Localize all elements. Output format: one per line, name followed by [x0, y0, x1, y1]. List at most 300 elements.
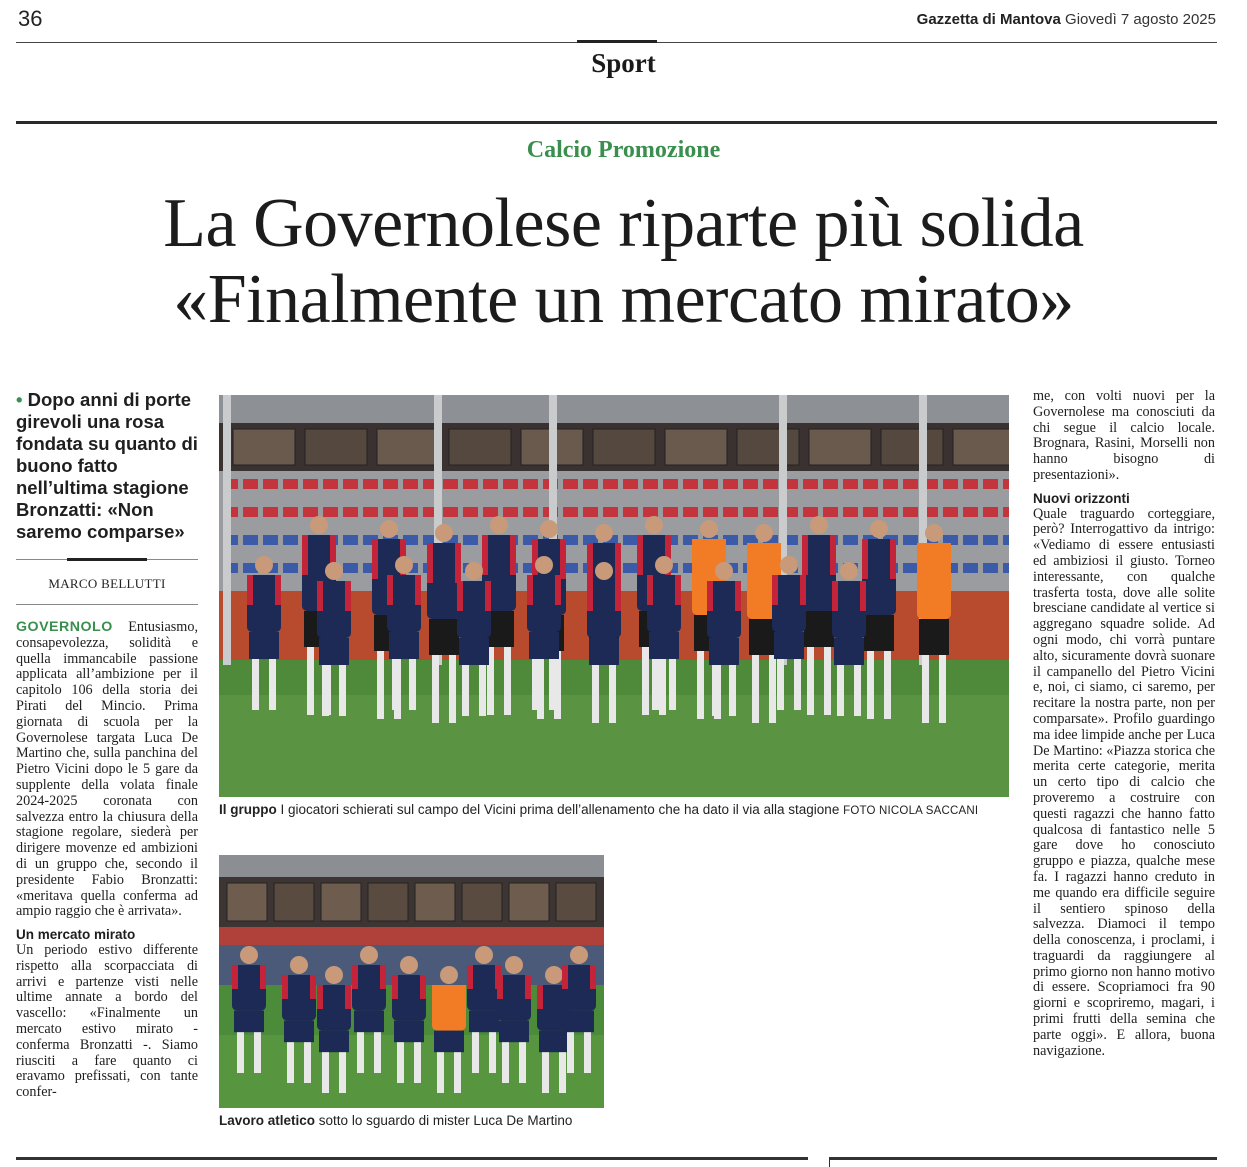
- person-head: [290, 956, 308, 974]
- person-leg: [304, 1042, 311, 1083]
- person-shorts: [434, 1031, 464, 1053]
- photo-seat: [703, 479, 718, 489]
- lead-text: Dopo anni di porte girevoli una rosa fondata su quanto di buono fatto nell’ultima stagione Bronzatti: «Non saremo comparse»: [16, 389, 198, 542]
- person-sleeve: [352, 965, 358, 989]
- person-shorts: [319, 1031, 349, 1053]
- photo-seat: [1003, 507, 1009, 517]
- photo-seat: [243, 479, 258, 489]
- person-sleeve: [647, 575, 653, 605]
- person-leg: [642, 647, 649, 715]
- photo-seat: [583, 507, 598, 517]
- photo-seat: [903, 479, 918, 489]
- photo-seat: [1003, 479, 1009, 489]
- photo-seat: [823, 507, 838, 517]
- masthead: [917, 11, 1216, 28]
- person-sleeve: [247, 575, 253, 605]
- person-shorts: [354, 1011, 384, 1033]
- photo-seat: [1003, 535, 1009, 545]
- photo-seat: [803, 479, 818, 489]
- lead-bullet: •: [16, 389, 23, 410]
- person-sleeve: [460, 985, 466, 1009]
- person-shorts: [319, 638, 349, 665]
- person-leg: [504, 647, 511, 715]
- paragraph: [16, 620, 198, 920]
- person-head: [325, 562, 343, 580]
- dateline: GOVERNOLO: [16, 619, 113, 635]
- person-leg: [532, 659, 539, 710]
- person-shorts: [249, 632, 279, 659]
- person-leg: [409, 659, 416, 710]
- person-leg: [322, 665, 329, 716]
- person-shorts: [394, 1021, 424, 1043]
- person-leg: [542, 1052, 549, 1093]
- person-leg: [357, 1032, 364, 1073]
- photo-caption-main: [219, 802, 978, 817]
- person-sleeve: [555, 575, 561, 605]
- person-sleeve: [420, 975, 426, 999]
- person-leg: [837, 665, 844, 716]
- photo-seat: [683, 507, 698, 517]
- lead: [16, 389, 201, 543]
- photo-seat: [363, 507, 378, 517]
- photo-seat: [963, 507, 978, 517]
- person-leg: [854, 665, 861, 716]
- person-head: [465, 562, 483, 580]
- person-sleeve: [415, 575, 421, 605]
- person-leg: [697, 651, 704, 719]
- person-head: [925, 524, 943, 542]
- photo-banner: [377, 429, 439, 465]
- photo-banner: [274, 883, 314, 921]
- person-shorts: [429, 619, 459, 655]
- person-sleeve: [615, 543, 621, 583]
- person-sleeve: [587, 581, 593, 611]
- footer-rule-right: [829, 1157, 1217, 1160]
- person-head: [810, 516, 828, 534]
- person-sleeve: [310, 975, 316, 999]
- person-head: [440, 966, 458, 984]
- headline-line-1: La Governolese riparte più solida: [163, 185, 1084, 262]
- person-leg: [269, 659, 276, 710]
- photo-banner: [509, 883, 549, 921]
- photo-seat: [303, 507, 318, 517]
- photo-seat: [463, 479, 478, 489]
- photo-seat: [563, 479, 578, 489]
- photo-seat: [343, 507, 358, 517]
- person-leg: [669, 659, 676, 710]
- caption-title: Lavoro atletico: [219, 1113, 316, 1128]
- person-leg: [807, 647, 814, 715]
- photo-seat: [303, 479, 318, 489]
- person-sleeve: [590, 965, 596, 989]
- person-leg: [592, 665, 599, 716]
- photo-seat: [603, 507, 618, 517]
- person-leg: [769, 655, 776, 723]
- photo-seat: [883, 479, 898, 489]
- person-head: [325, 966, 343, 984]
- person-shorts: [499, 1021, 529, 1043]
- paragraph-text: Entusiasmo, consapevolezza, solidità e quella immancabile passione applicata all’ambizione per il capitolo 106 della storia dei Pirati del Mincio. Prima giornata di scuola per la Governolese targata Luca De Martino che, sulla panchina del Pietro Vicini dopo le 5 gare da supplente della volata finale 2024-2025 coronata con salvezza entro la chiusura della stagione regolare, siederà per dirigere movenze ed ambizioni di un gruppo che, secondo il presidente Fabio Bronzatti: «meritava quella conferma ad ampio raggio che è arrivata».: [16, 619, 198, 920]
- person-sleeve: [525, 975, 531, 999]
- person-sleeve: [537, 985, 543, 1009]
- person-leg: [462, 665, 469, 716]
- person-sleeve: [427, 543, 433, 583]
- person-shorts: [539, 1031, 569, 1053]
- person-shorts: [589, 638, 619, 665]
- person-shorts: [804, 611, 834, 647]
- person-sleeve: [372, 539, 378, 579]
- person-sleeve: [345, 985, 351, 1009]
- person-sleeve: [802, 535, 808, 575]
- person-sleeve: [380, 965, 386, 989]
- photo-seat: [903, 563, 918, 573]
- photo-banner: [556, 883, 596, 921]
- photo-seat: [463, 507, 478, 517]
- photo-seat: [503, 507, 518, 517]
- photo-seat: [263, 535, 278, 545]
- person-sleeve: [302, 535, 308, 575]
- photo-seat: [403, 507, 418, 517]
- photo-seat: [863, 507, 878, 517]
- photo-seat: [623, 563, 638, 573]
- photo-seat: [443, 507, 458, 517]
- person-leg: [567, 1032, 574, 1073]
- photo-seat: [283, 479, 298, 489]
- photo-banner: [462, 883, 502, 921]
- person-leg: [867, 651, 874, 719]
- person-leg: [392, 659, 399, 710]
- person-sleeve: [562, 965, 568, 989]
- person-leg: [414, 1042, 421, 1083]
- person-leg: [729, 665, 736, 716]
- person-leg: [884, 651, 891, 719]
- photo-seat: [723, 479, 738, 489]
- person-head: [435, 524, 453, 542]
- person-leg: [519, 1042, 526, 1083]
- person-head: [240, 946, 258, 964]
- person-head: [475, 946, 493, 964]
- person-sleeve: [387, 575, 393, 605]
- person-sleeve: [862, 539, 868, 579]
- photo-seat: [983, 507, 998, 517]
- photo-seat: [583, 479, 598, 489]
- photo-seat: [963, 563, 978, 573]
- person-leg: [502, 1042, 509, 1083]
- person-leg: [472, 1032, 479, 1073]
- person-shorts: [459, 638, 489, 665]
- person-shorts: [564, 1011, 594, 1033]
- person-leg: [374, 1032, 381, 1073]
- caption-title: Il gruppo: [219, 802, 277, 817]
- person-shorts: [469, 1011, 499, 1033]
- byline: MARCO BELLUTTI: [48, 576, 166, 591]
- photo-seat: [643, 479, 658, 489]
- person-sleeve: [945, 543, 951, 583]
- paragraph: Quale traguardo corteggiare, però? Interrogattivo da intrigo: «Vediamo di essere entusiasti ed ambiziosi il giusto. Torneo interessante, con qualche trasferta tosta, dove alle solite bresciane candidate al vertice si aggregano squadre solide. Ad ogni modo, chi vorrà puntare alto, sicuramente dovrà suonare il campanello del Pietro Vicini e, noi, ci siamo, ci saremo, per recitare la nostra parte, non per comparsate». Profilo guardingo ma idee limpide anche per Luca De Martino: «Piazza storica che merita certe categorie, merita un certo tipo di calcio che proveremo a costruire con questi ragazzi che hanno fatto qualcosa di fantastico nelle 5 gare dove ho conosciuto gruppo e piazza, qualche mese fa. I ragazzi hanno creduto in me quando era difficile seguire il sentiero spinoso della salvezza. Diamoci il tempo della conoscenza, i proclami, i traguardi da raggiungere al primo giorno non hanno motivo di essere. Scopriamoci fra 90 giorni e scopriremo, magari, i primi frutti della semina che parte oggi». E allora, buona navigazione.: [1033, 505, 1215, 1059]
- photo-seat: [723, 507, 738, 517]
- person-leg: [609, 665, 616, 716]
- person-sleeve: [232, 965, 238, 989]
- person-sleeve: [282, 975, 288, 999]
- photo-seat: [663, 507, 678, 517]
- person-sleeve: [317, 985, 323, 1009]
- page-number: 36: [18, 6, 43, 31]
- photo-seat: [383, 479, 398, 489]
- photo-seat: [703, 507, 718, 517]
- person-leg: [752, 655, 759, 723]
- photo-seat: [283, 563, 298, 573]
- column-1: [16, 620, 198, 1101]
- person-shorts: [919, 619, 949, 655]
- photo-credit: FOTO NICOLA SACCANI: [843, 805, 979, 817]
- caption-text: sotto lo sguardo di mister Luca De Martino: [318, 1113, 573, 1128]
- headline-line-2: «Finalmente un mercato mirato»: [173, 261, 1074, 338]
- photo-seat: [803, 507, 818, 517]
- team-photo-illustration: [219, 395, 1009, 797]
- kicker: Calcio Promozione: [526, 137, 721, 163]
- person-sleeve: [455, 543, 461, 583]
- person-shorts: [834, 638, 864, 665]
- person-shorts: [284, 1021, 314, 1043]
- photo-seat: [503, 479, 518, 489]
- photo-pole: [223, 395, 231, 665]
- photo-seat: [843, 535, 858, 545]
- photo-seat: [983, 563, 998, 573]
- photo-banner: [737, 429, 799, 465]
- byline-rule-bottom: [16, 604, 198, 605]
- photo-seat: [383, 507, 398, 517]
- person-head: [840, 562, 858, 580]
- column-3: [1033, 389, 1215, 1059]
- photo-banner: [227, 883, 267, 921]
- photo-seat: [743, 507, 758, 517]
- person-leg: [432, 655, 439, 723]
- person-leg: [252, 659, 259, 710]
- person-head: [715, 562, 733, 580]
- person-leg: [922, 655, 929, 723]
- person-leg: [479, 665, 486, 716]
- photo-seat: [243, 535, 258, 545]
- paragraph: me, con volti nuovi per la Governolese ma conosciuti da chi segue il calcio locale. Brognara, Rasini, Morselli non hanno bisogno di presentazioni».: [1033, 388, 1215, 483]
- photo-seat: [983, 535, 998, 545]
- person-head: [780, 556, 798, 574]
- training-photo-illustration: [219, 855, 604, 1108]
- training-photo: [219, 855, 604, 1108]
- person-leg: [437, 1052, 444, 1093]
- person-head: [645, 516, 663, 534]
- photo-caption-second: [219, 1113, 572, 1128]
- photo-seat: [903, 507, 918, 517]
- person-sleeve: [275, 575, 281, 605]
- photo-seat: [843, 479, 858, 489]
- person-sleeve: [615, 581, 621, 611]
- photo-seat: [763, 507, 778, 517]
- photo-seat: [943, 507, 958, 517]
- photo-seat: [403, 479, 418, 489]
- person-head: [360, 946, 378, 964]
- photo-seat: [883, 507, 898, 517]
- person-leg: [254, 1032, 261, 1073]
- person-head: [255, 556, 273, 574]
- photo-seat: [463, 535, 478, 545]
- photo-seat: [823, 479, 838, 489]
- person-sleeve: [345, 581, 351, 611]
- person-sleeve: [317, 581, 323, 611]
- person-head: [310, 516, 328, 534]
- photo-seat: [363, 479, 378, 489]
- person-sleeve: [735, 581, 741, 611]
- person-leg: [712, 665, 719, 716]
- photo-banner: [809, 429, 871, 465]
- section-tab: [577, 40, 657, 43]
- person-sleeve: [772, 575, 778, 605]
- person-sleeve: [747, 543, 753, 583]
- person-head: [490, 516, 508, 534]
- photo-seat: [343, 563, 358, 573]
- person-leg: [287, 1042, 294, 1083]
- photo-seat: [903, 535, 918, 545]
- photo-seat: [343, 479, 358, 489]
- photo-seat: [623, 535, 638, 545]
- photo-seat: [563, 507, 578, 517]
- person-sleeve: [890, 539, 896, 579]
- person-shorts: [234, 1011, 264, 1033]
- person-head: [540, 520, 558, 538]
- person-leg: [794, 659, 801, 710]
- issue-date: Giovedì 7 agosto 2025: [1065, 11, 1216, 28]
- photo-banner: [368, 883, 408, 921]
- person-sleeve: [392, 975, 398, 999]
- person-leg: [454, 1052, 461, 1093]
- photo-seat: [603, 479, 618, 489]
- photo-seat: [483, 479, 498, 489]
- person-sleeve: [482, 535, 488, 575]
- photo-seat: [243, 507, 258, 517]
- photo-seat: [863, 479, 878, 489]
- person-leg: [322, 1052, 329, 1093]
- person-head: [400, 956, 418, 974]
- photo-banner: [415, 883, 455, 921]
- subhead-orizzonti: Nuovi orizzonti: [1033, 490, 1130, 506]
- person-head: [755, 524, 773, 542]
- person-head: [700, 520, 718, 538]
- person-leg: [549, 659, 556, 710]
- person-sleeve: [510, 535, 516, 575]
- photo-seat: [663, 479, 678, 489]
- byline-accent: [67, 558, 147, 561]
- person-leg: [307, 647, 314, 715]
- person-leg: [339, 1052, 346, 1093]
- photo-banner: [881, 429, 943, 465]
- person-sleeve: [917, 543, 923, 583]
- person-sleeve: [675, 575, 681, 605]
- person-leg: [489, 1032, 496, 1073]
- person-sleeve: [527, 575, 533, 605]
- person-head: [380, 520, 398, 538]
- subhead-mercato: Un mercato mirato: [16, 927, 136, 943]
- person-sleeve: [707, 581, 713, 611]
- photo-seat: [483, 507, 498, 517]
- person-sleeve: [432, 985, 438, 1009]
- person-shorts: [864, 615, 894, 651]
- person-leg: [652, 659, 659, 710]
- person-leg: [237, 1032, 244, 1073]
- person-shorts: [709, 638, 739, 665]
- photo-banner: [305, 429, 367, 465]
- photo-seat: [263, 479, 278, 489]
- photo-banner: [233, 429, 295, 465]
- person-leg: [339, 665, 346, 716]
- photo-seat: [623, 507, 638, 517]
- person-leg: [377, 651, 384, 719]
- footer-rule-left: [16, 1157, 808, 1160]
- person-sleeve: [560, 539, 566, 579]
- photo-seat: [323, 479, 338, 489]
- photo-seat: [983, 479, 998, 489]
- person-sleeve: [467, 965, 473, 989]
- person-shorts: [774, 632, 804, 659]
- footer-divider: [829, 1157, 830, 1167]
- photo-banner: [449, 429, 511, 465]
- person-shorts: [529, 632, 559, 659]
- photo-seat: [763, 479, 778, 489]
- person-leg: [939, 655, 946, 723]
- person-leg: [449, 655, 456, 723]
- person-leg: [584, 1032, 591, 1073]
- photo-seat: [523, 479, 538, 489]
- photo-seat: [963, 535, 978, 545]
- person-sleeve: [692, 539, 698, 579]
- photo-seat: [343, 535, 358, 545]
- person-shorts: [649, 632, 679, 659]
- photo-seat: [283, 507, 298, 517]
- photo-seat: [1003, 563, 1009, 573]
- photo-seat: [943, 479, 958, 489]
- photo-seat: [963, 479, 978, 489]
- person-shorts: [389, 632, 419, 659]
- paragraph: Un periodo estivo differente rispetto alla scorpacciata di arrivi e partenze visti nelle ultime annate a bordo del vascello: «Finalmente un mercato estivo mirato - conferma Bronzatti -. Siamo riusciti a fare quanto ci eravamo prefissati, con tante confer-: [16, 941, 198, 1101]
- person-leg: [824, 647, 831, 715]
- person-sleeve: [497, 975, 503, 999]
- team-photo: [219, 395, 1009, 797]
- person-leg: [777, 659, 784, 710]
- person-head: [570, 946, 588, 964]
- person-sleeve: [485, 581, 491, 611]
- person-sleeve: [637, 535, 643, 575]
- person-head: [655, 556, 673, 574]
- person-sleeve: [532, 539, 538, 579]
- photo-seat: [623, 479, 638, 489]
- person-head: [595, 524, 613, 542]
- person-head: [505, 956, 523, 974]
- person-sleeve: [800, 575, 806, 605]
- photo-banner: [593, 429, 655, 465]
- section-rule: [16, 121, 1217, 124]
- caption-text: I giocatori schierati sul campo del Vicini prima dell’allenamento che ha dato il via alla stagione: [280, 802, 840, 817]
- person-head: [395, 556, 413, 574]
- photo-seat: [843, 507, 858, 517]
- person-head: [545, 966, 563, 984]
- photo-seat: [323, 507, 338, 517]
- photo-seat: [443, 479, 458, 489]
- photo-seat: [743, 479, 758, 489]
- photo-banner: [321, 883, 361, 921]
- person-leg: [559, 1052, 566, 1093]
- person-head: [595, 562, 613, 580]
- person-sleeve: [457, 581, 463, 611]
- photo-banner: [665, 429, 727, 465]
- person-sleeve: [832, 581, 838, 611]
